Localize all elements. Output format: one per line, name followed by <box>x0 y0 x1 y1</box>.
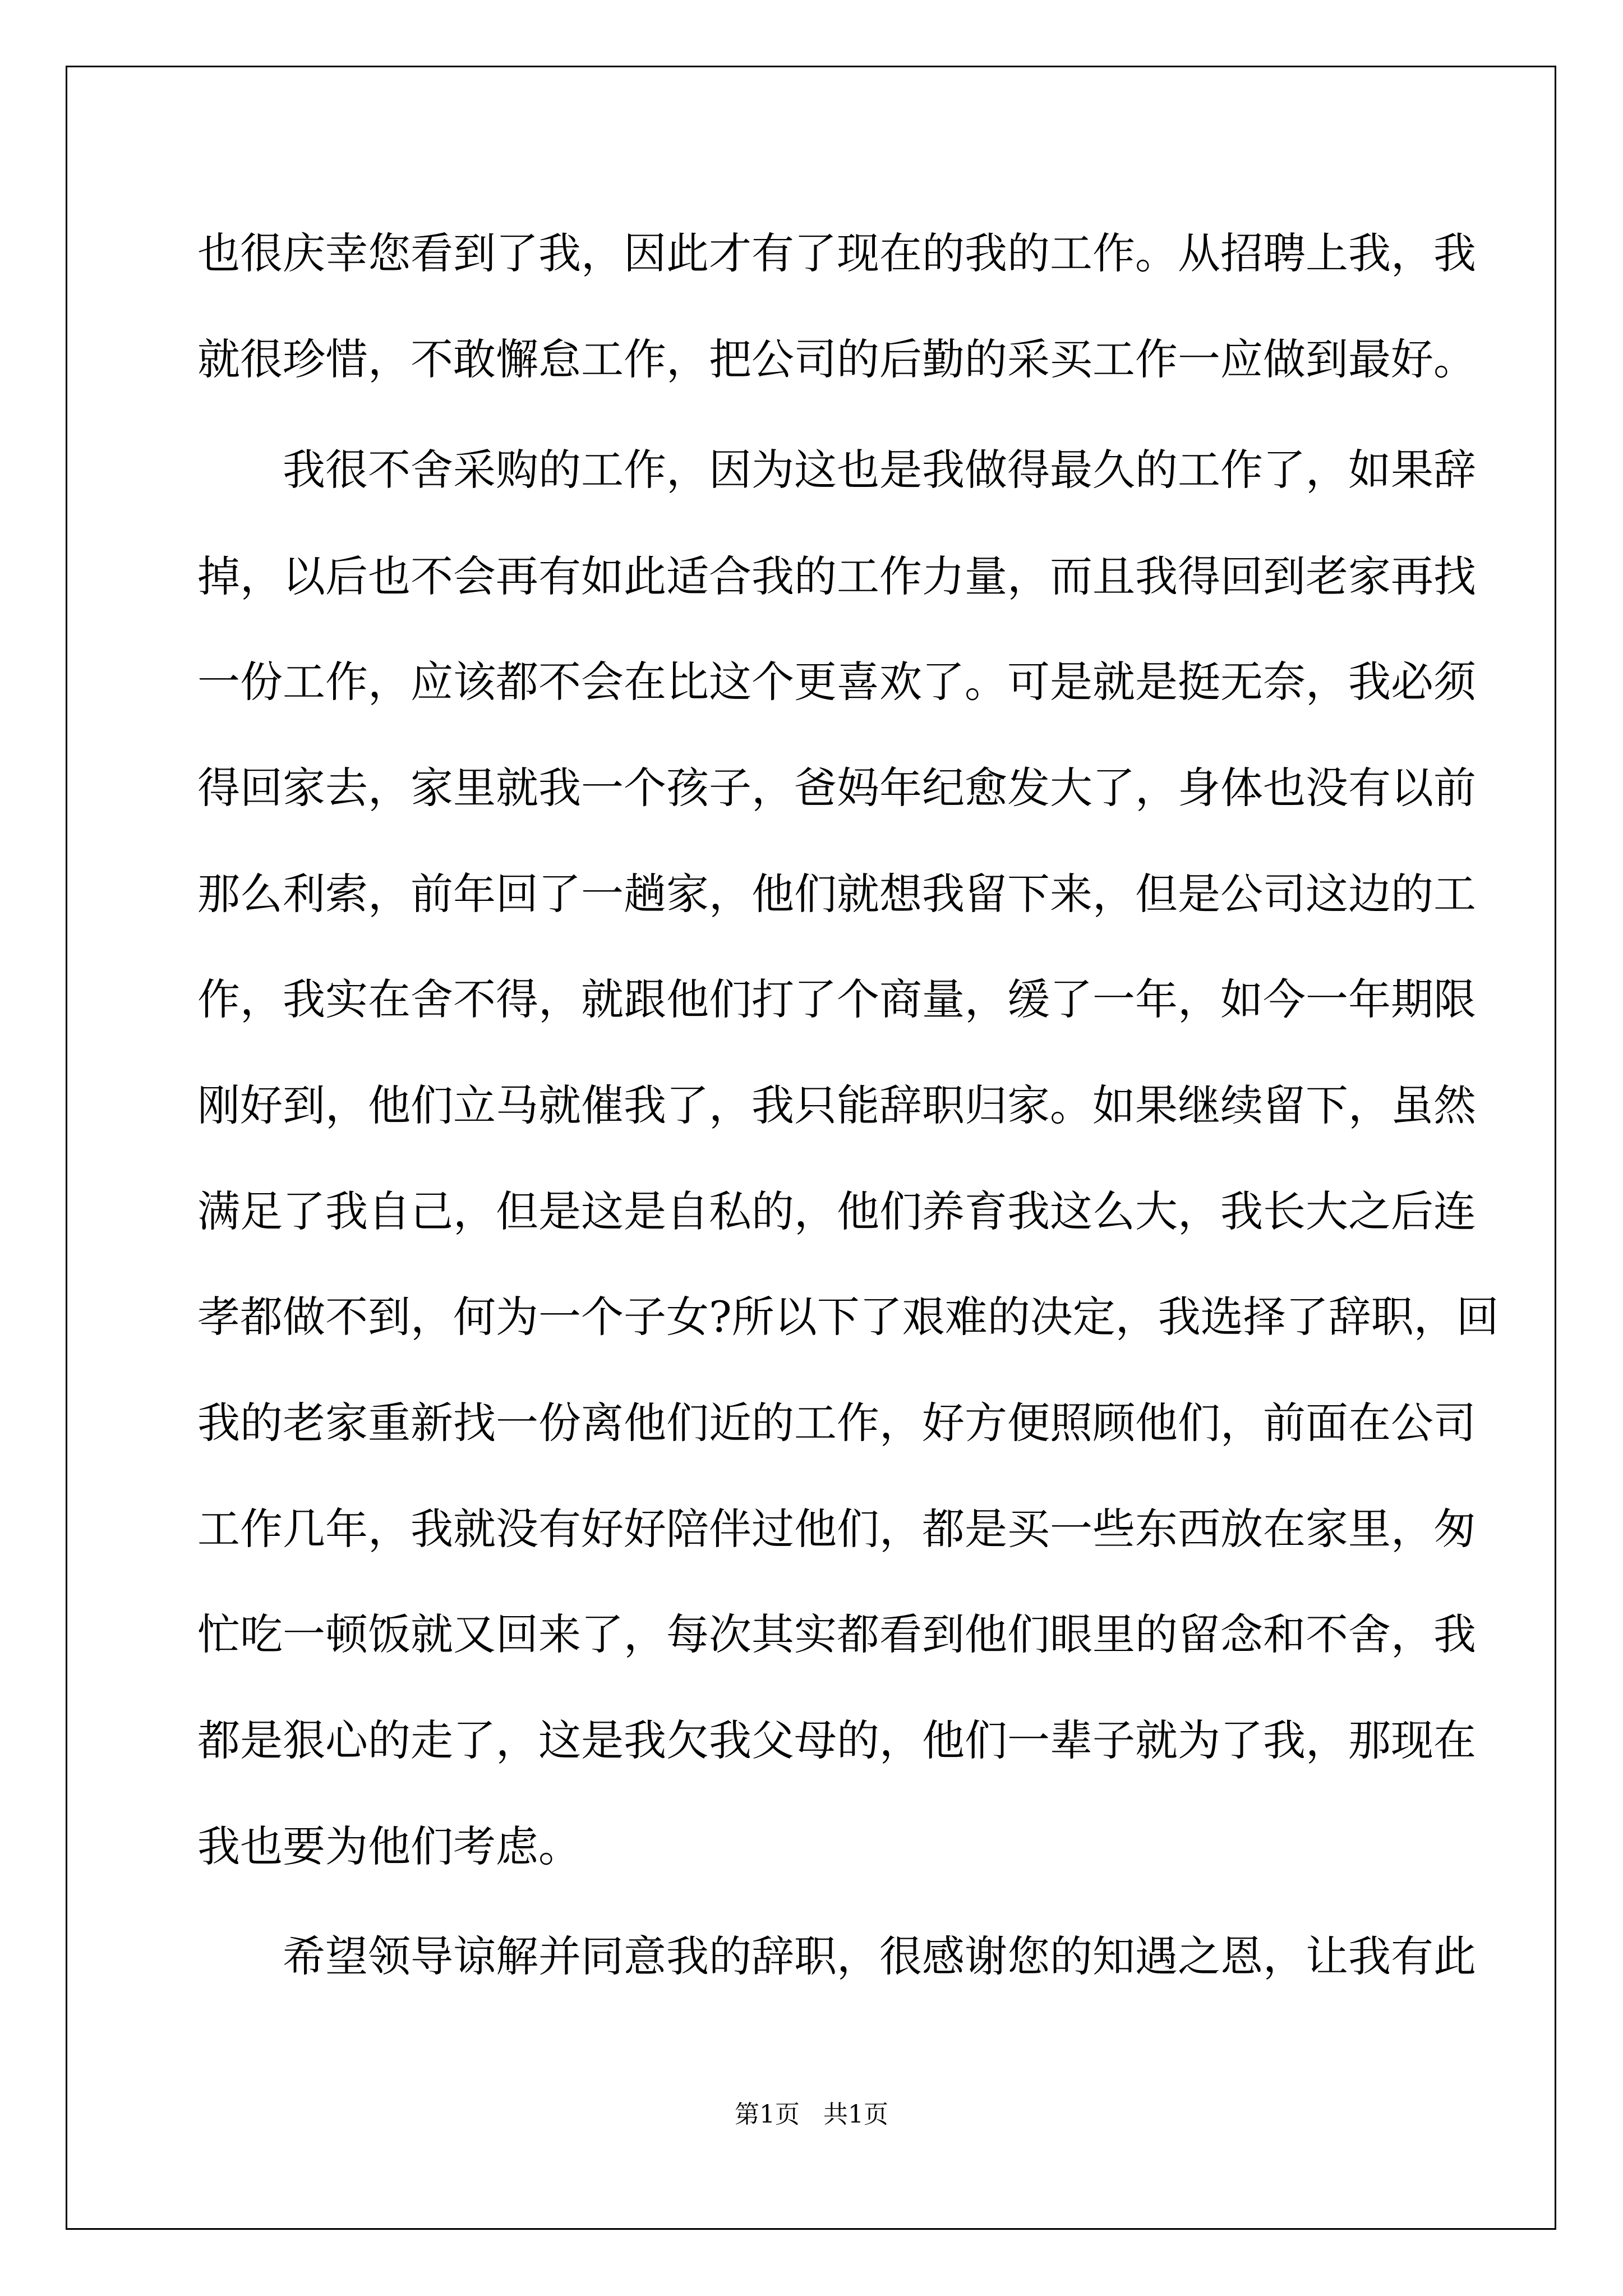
text-line: 满足了我自己，但是这是自私的，他们养育我这么大，我长大之后连 <box>197 1186 1476 1236</box>
text-line: 忙吃一顿饭就又回来了，每次其实都看到他们眼里的留念和不舍，我 <box>197 1609 1476 1659</box>
text-line: 工作几年，我就没有好好陪伴过他们，都是买一些东西放在家里，匆 <box>197 1504 1476 1554</box>
text-line: 我也要为他们考虑。 <box>197 1821 581 1871</box>
text-line: 掉，以后也不会再有如此适合我的工作力量，而且我得回到老家再找 <box>197 551 1476 601</box>
text-line: 那么利索，前年回了一趟家，他们就想我留下来，但是公司这边的工 <box>197 869 1476 919</box>
text-line: 就很珍惜，不敢懈怠工作，把公司的后勤的采买工作一应做到最好。 <box>197 334 1476 384</box>
text-line: 我的老家重新找一份离他们近的工作，好方便照顾他们，前面在公司 <box>197 1398 1476 1448</box>
text-line: 都是狠心的走了，这是我欠我父母的，他们一辈子就为了我，那现在 <box>197 1715 1476 1765</box>
text-line: 孝都做不到，何为一个子女?所以下了艰难的决定，我选择了辞职，回 <box>197 1292 1499 1342</box>
text-line: 一份工作，应该都不会在比这个更喜欢了。可是就是挺无奈，我必须 <box>197 657 1476 707</box>
page-number-footer: 第1页 共1页 <box>735 2100 888 2129</box>
text-line: 作，我实在舍不得，就跟他们打了个商量，缓了一年，如今一年期限 <box>197 974 1476 1024</box>
paragraph-start-line: 希望领导谅解并同意我的辞职，很感谢您的知遇之恩，让我有此 <box>283 1931 1476 1981</box>
text-line: 得回家去，家里就我一个孩子，爸妈年纪愈发大了，身体也没有以前 <box>197 763 1476 813</box>
text-line: 也很庆幸您看到了我，因此才有了现在的我的工作。从招聘上我，我 <box>197 228 1476 278</box>
paragraph-start-line: 我很不舍采购的工作，因为这也是我做得最久的工作了，如果辞 <box>283 445 1476 495</box>
text-line: 刚好到，他们立马就催我了，我只能辞职归家。如果继续留下，虽然 <box>197 1080 1476 1130</box>
